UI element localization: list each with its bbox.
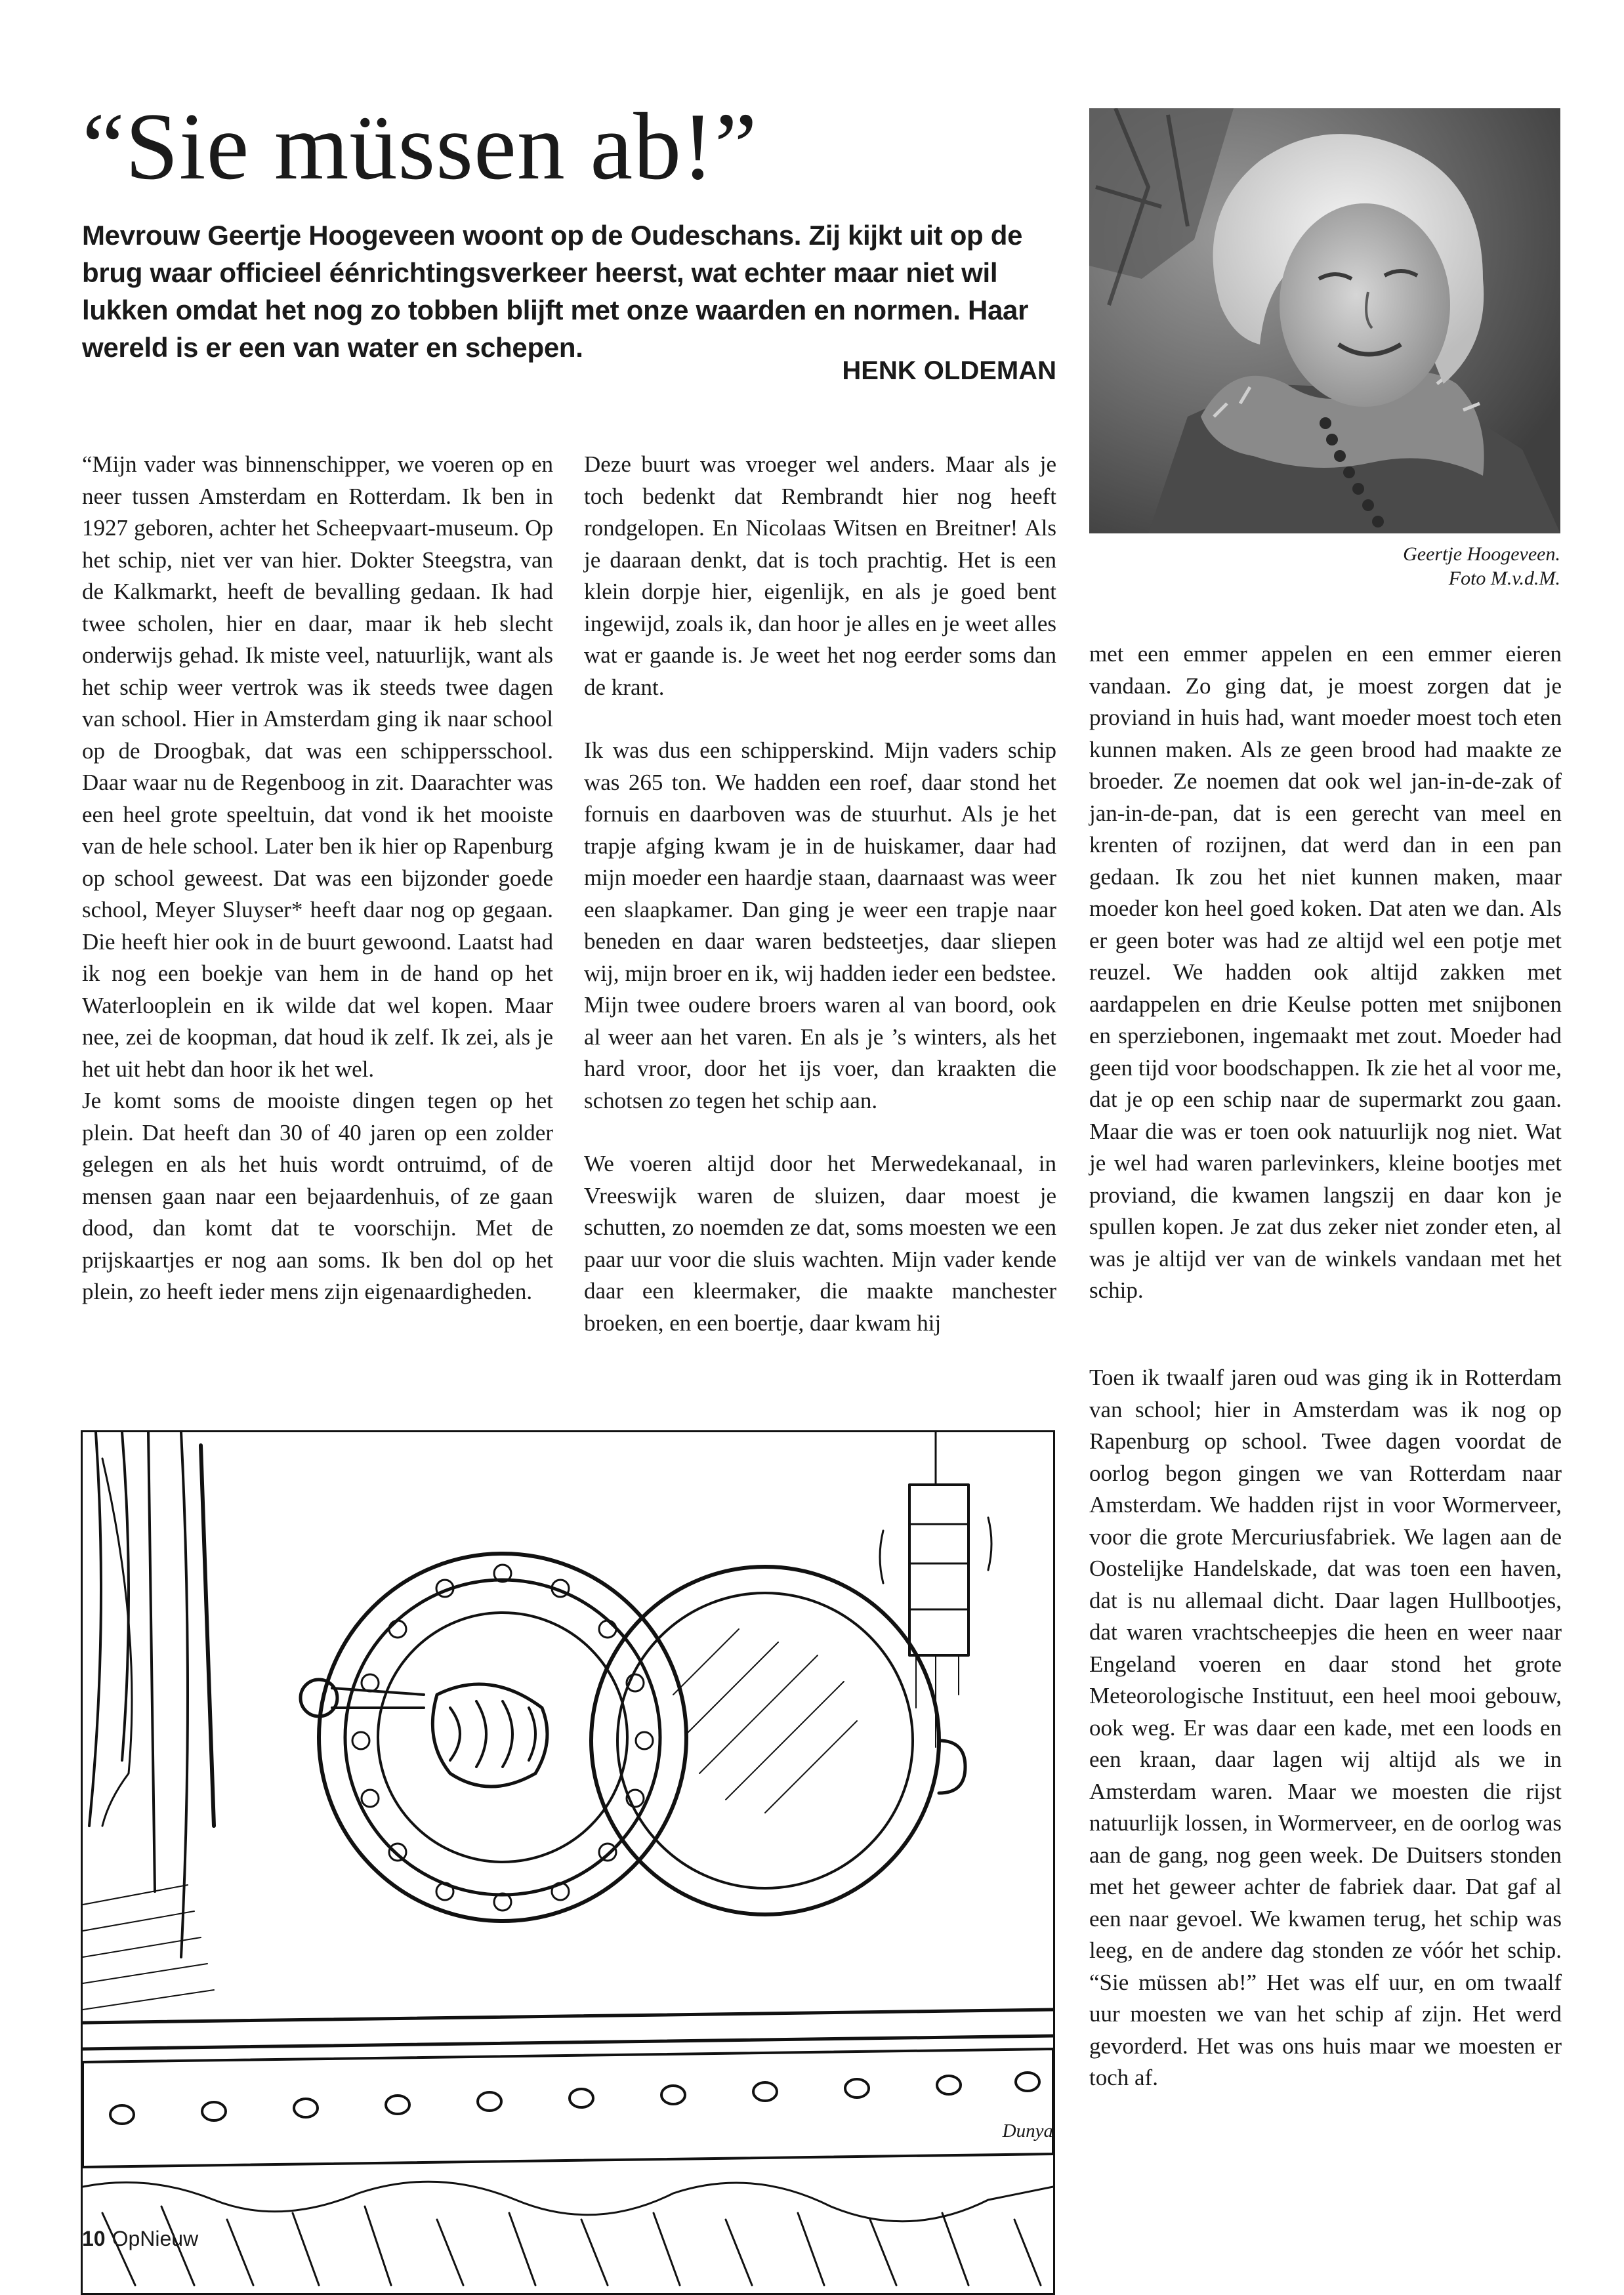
body-paragraph: Ik was dus een schipperskind. Mijn vaders schip was 265 ton. We hadden een roef, daar stond het fornuis en daarboven was de stuurhut. Als je het trapje afging kwam je in de huiskamer, daar had mijn moeder een haardje staan, daarnaast was weer een slaapkamer. Dan ging je weer een trapje naar beneden en daar waren bedsteetjes, daar sliepen wij, mijn broer en ik, wij hadden ieder een bedstee. Mijn twee oudere broers waren al van boord, ook al weer aan het varen. En als je ’s winters, als het hard vroor, door het ijs voer, dan kraakten die schotsen zo tegen het schip aan.	[584, 737, 1056, 1113]
body-paragraph: Je komt soms de mooiste dingen tegen op het plein. Dat heeft dan 30 of 40 jaren op een zolder gelegen en als het huis wordt ontruimd, of de mensen gaan naar een bejaardenhuis, of ze gaan dood, dan komt dat te voorschijn. Met de prijskaartjes er nog aan soms. Ik ben dol op het plein, zo heeft ieder mens zijn eigenaardigheden.	[82, 1088, 553, 1304]
illustration-credit: Dunya	[1002, 2120, 1053, 2141]
page-number: 10	[82, 2227, 106, 2250]
body-paragraph: “Mijn vader was binnenschipper, we voeren op en neer tussen Amsterdam en Rotterdam. Ik ben in 1927 geboren, achter het Scheepvaart-museum. Op het schip, niet ver van hier. Dokter Steegstra, van de Kalkmarkt, heeft de bevalling gedaan. Ik had twee scholen, hier en daar, maar ik heb slecht onderwijs gehad. Ik miste veel, natuurlijk, want als het schip weer vertrok was ik steeds twee dagen van school. Hier in Amsterdam ging ik naar school op de Droogbak, dat was een schippersschool. Daar waar nu de Regenboog in zit. Daarachter was een heel grote speeltuin, dat vond ik het mooiste van de hele school. Later ben ik hier op Rapenburg op school geweest. Dat was een bijzonder goede school, Meyer Sluyser* heeft daar nog op gegaan. Die heeft hier ook in de buurt gewoond. Laatst had ik nog een boekje van hem in de hand op het Waterlooplein en ik wilde dat wel kopen. Maar nee, zei de koopman, dat houd ik zelf. Ik zei, als je het uit hebt dan hoor ik het wel.	[82, 451, 553, 1082]
page-footer	[82, 2227, 198, 2251]
body-paragraph: Deze buurt was vroeger wel anders. Maar als je toch bedenkt dat Rembrandt hier nog heeft rondgelopen. En Nicolaas Witsen en Breitner! Als je daaraan denkt, dat is toch prachtig. Het is een klein dorpje hier, eigenlijk, en als je goed bent ingewijd, zoals ik, dan hoor je alles en je weet alles wat er gaande is. Je weet het nog eerder soms dan de krant.	[584, 451, 1056, 700]
body-column-3-bottom	[1089, 1362, 1562, 2094]
photo-caption-credit: Foto M.v.d.M.	[1448, 568, 1560, 589]
body-paragraph: We voeren altijd door het Merwedekanaal, in Vreeswijk waren de sluizen, daar moest je schutten, zo noemden ze dat, soms moesten we een paar uur voor die sluis wachten. Mijn vader kende daar een kleermaker, die maakte manchester broeken, en een boertje, daar kwam hij	[584, 1151, 1056, 1336]
body-paragraph: met een emmer appelen en een emmer eieren vandaan. Zo ging dat, je moest zorgen dat je proviand in huis had, want moeder moest toch eten kunnen maken. Als ze geen brood had maakte ze broeder. Ze noemen dat ook wel jan-in-de-zak of jan-in-de-pan, dat is een gerecht van meel en krenten of rozijnen, dat werd dan in een pan gedaan. Ik zou het niet kunnen maken, maar moeder kon heel goed koken. Dat aten we dan. Als er geen boter was had ze altijd wel een potje met reuzel. We hadden ook altijd zakken met aardappelen en drie Keulse potten met snijbonen en sperziebonen, ingemaakt met zout. Moeder had geen tijd voor boodschappen. Ik zie het al voor me, dat je op een schip naar de supermarkt zou gaan. Maar die was er toen ook natuurlijk nog niet. Wat je wel had waren parlevinkers, kleine bootjes met proviand, die kwamen langszij en daar kon je spullen kopen. Je zat dus zeker niet zonder eten, al was je altijd ver van de winkels vandaan met het schip.	[1089, 641, 1562, 1303]
article-title: “Sie müssen ab!”	[82, 93, 758, 199]
photo-caption-name: Geertje Hoogeveen.	[1403, 543, 1560, 565]
porthole-drawing	[83, 1432, 1053, 2293]
article-lead: Mevrouw Geertje Hoogeveen woont op de Oudeschans. Zij kijkt uit op de brug waar officieel éénrichtingsverkeer heerst, wat echter maar niet wil lukken omdat het nog zo tobben blijft met onze waarden en normen. Haar wereld is er een van water en schepen.	[82, 220, 1029, 363]
article-author: HENK OLDEMAN	[842, 356, 1056, 385]
body-column-1	[82, 449, 553, 1308]
portrait-image	[1089, 108, 1560, 533]
photo-caption	[1247, 542, 1560, 590]
portrait-photo	[1089, 108, 1560, 533]
body-paragraph: Toen ik twaalf jaren oud was ging ik in Rotterdam van school; hier in Amsterdam was ik nog op Rapenburg op school. Twee dagen voordat de oorlog begon gingen we van Rotterdam naar Amsterdam. We hadden rijst in voor Wormerveer, voor die grote Mercuriusfabriek. We lagen aan de Oostelijke Handelskade, dat was toen een haven, dat is nu allemaal dicht. Daar lagen Hullbootjes, dat waren vrachtscheepjes die heen en weer naar Engeland voeren en daar stond het grote Meteorologische Instituut, een heel mooi gebouw, ook weg. Er was daar een kade, met een loods en een kraan, daar lagen wij altijd als we in Amsterdam waren. Maar we moesten die rijst natuurlijk lossen, in Wormerveer, en de oorlog was aan de gang, nog geen week. De Duitsers stonden met het geweer achter de fabriek daar. Dat gaf al een naar gevoel. We kwamen terug, het schip was leeg, en de andere dag stonden ze vóór het schip. “Sie müssen ab!” Het was elf uur, en om twaalf uur moesten we van het schip af zijn. Het werd gevorderd. Het was ons huis maar we moesten er toch af.	[1089, 1365, 1562, 2090]
magazine-name: OpNieuw	[112, 2227, 199, 2250]
body-column-2	[584, 449, 1056, 1339]
body-column-3-top	[1089, 638, 1562, 1307]
ship-cabin-illustration	[81, 1430, 1055, 2295]
